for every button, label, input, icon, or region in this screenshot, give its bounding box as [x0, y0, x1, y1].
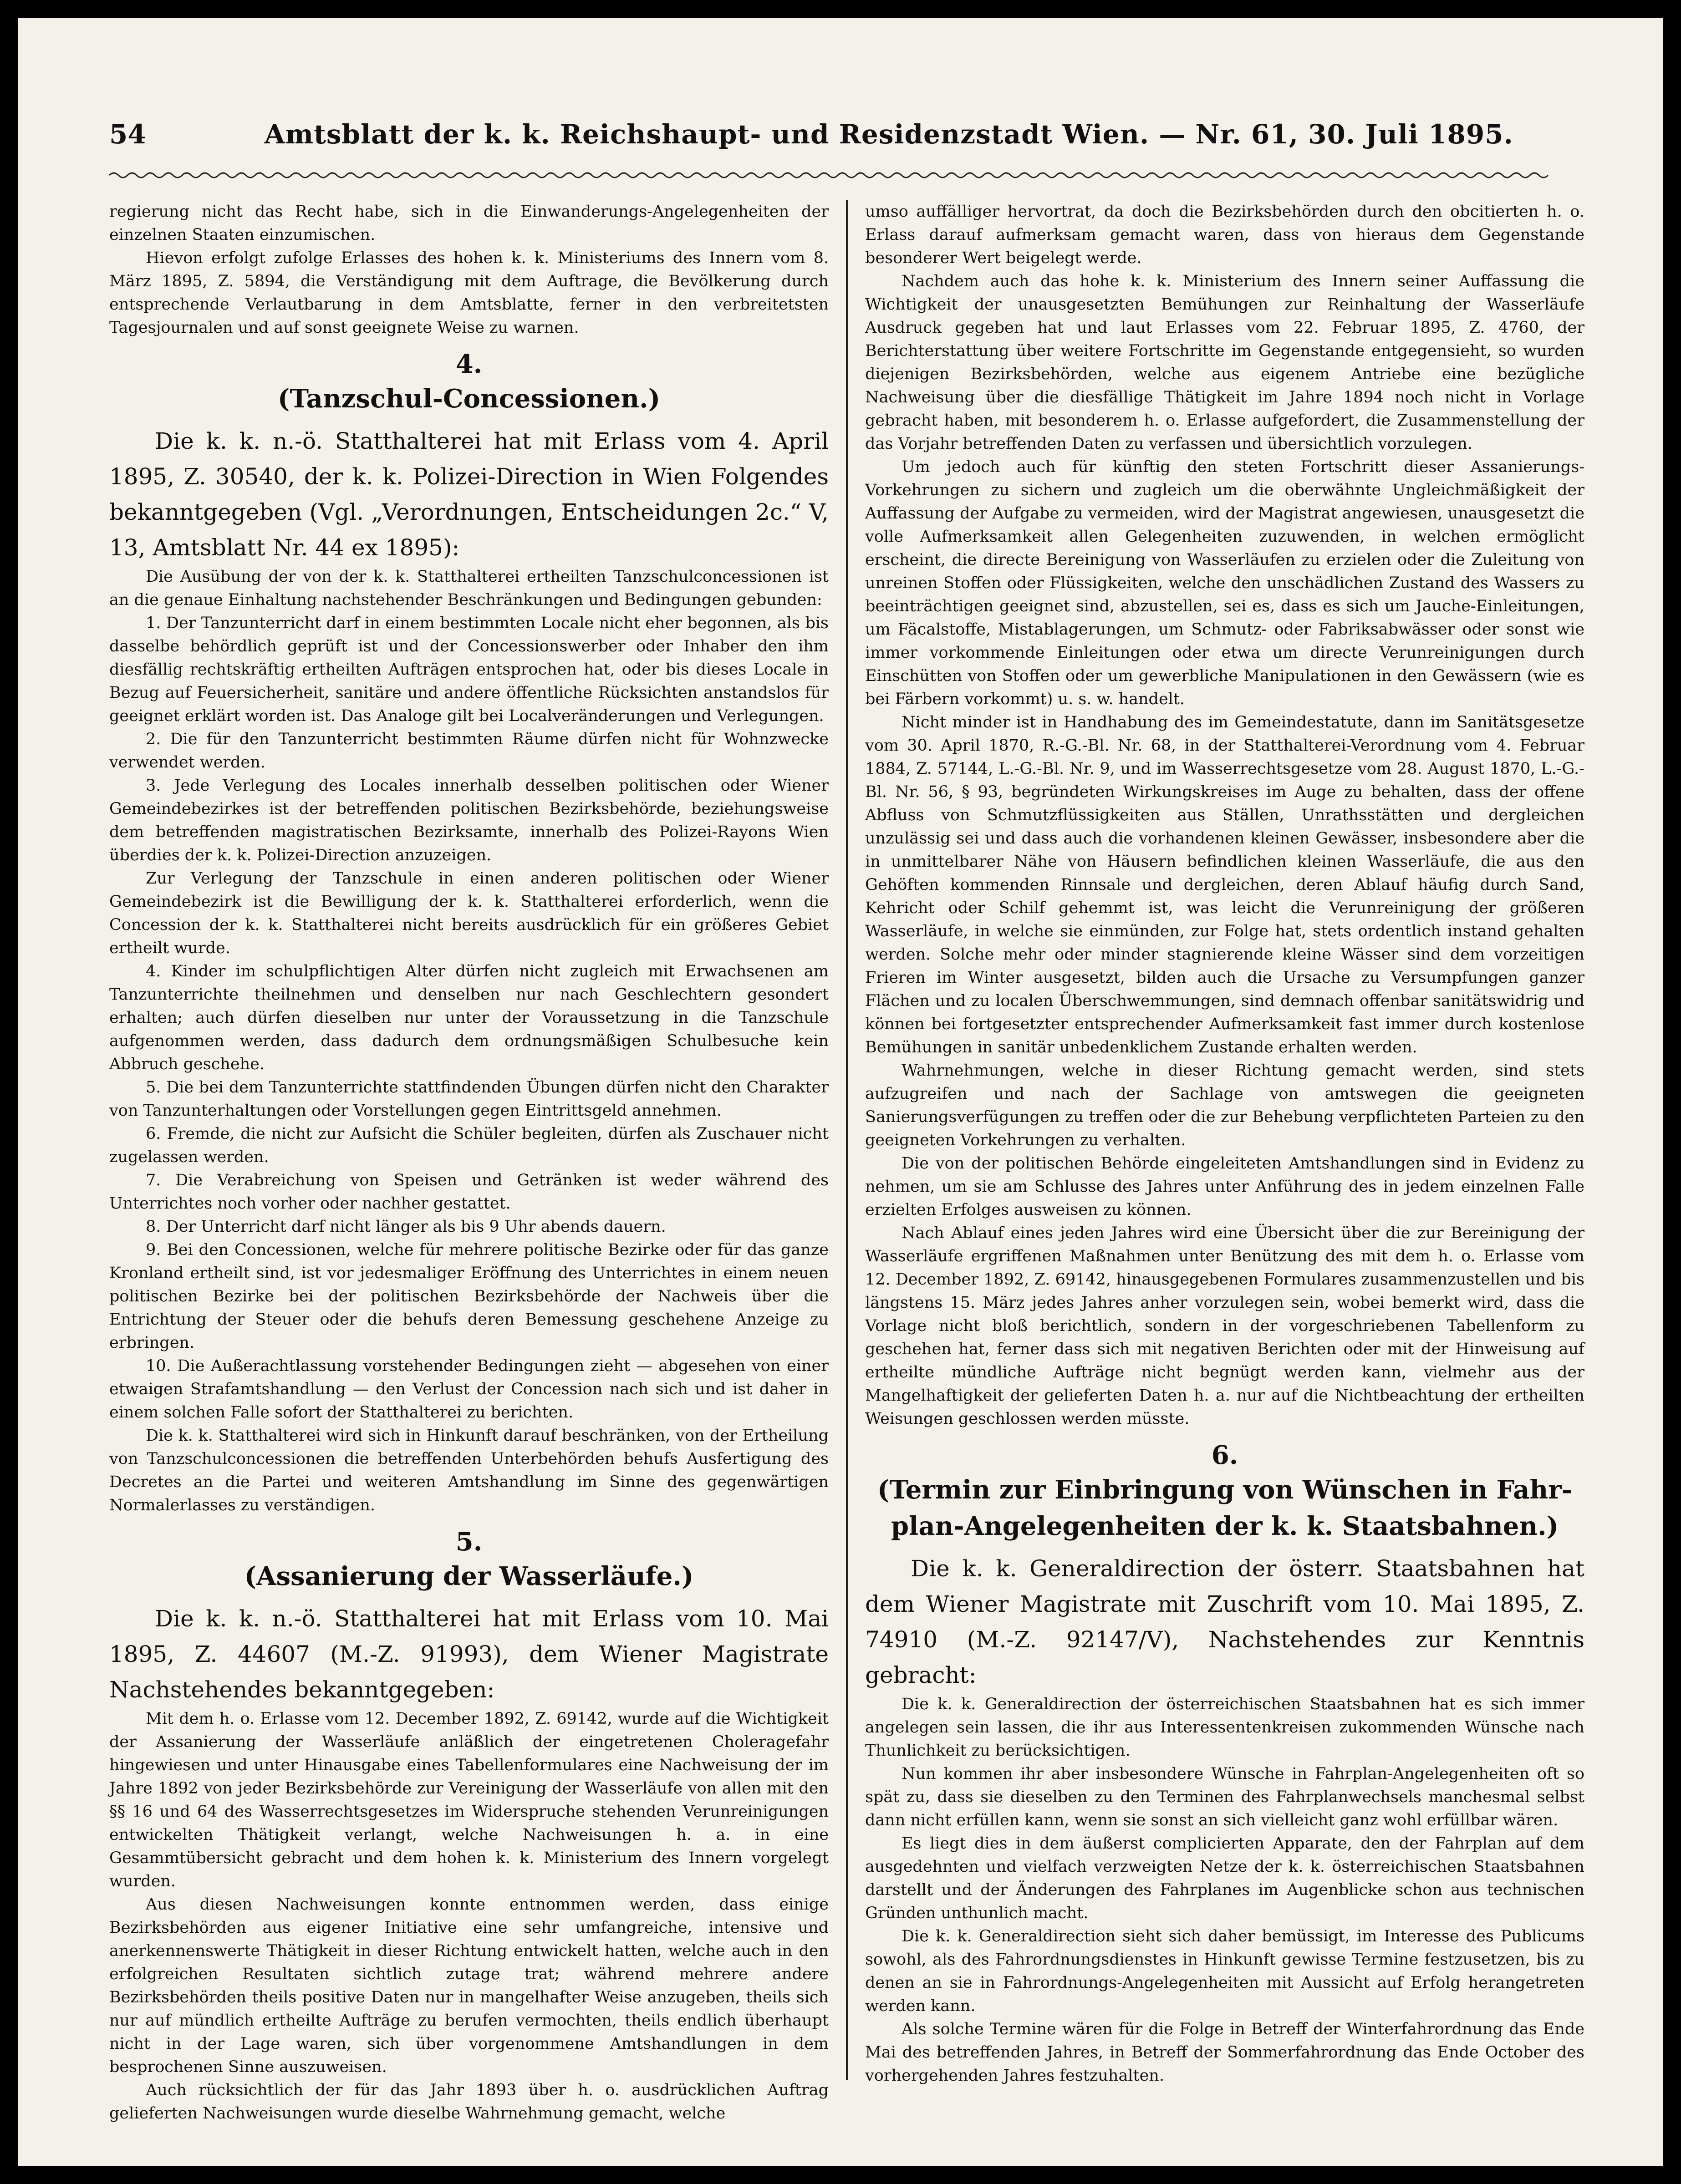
section-5-paragraph: umso auffälliger hervortrat, da doch die Bezirksbehörden durch den obcitierten h. o. Erlass darauf aufmerksam gemacht waren, dass von hieraus dem Gegenstande besonderer Wert beigelegt werde. [865, 203, 1584, 267]
section-5-paragraph: Nach Ablauf eines jeden Jahres wird eine Übersicht über die zur Bereinigung der Wasserläufe ergriffenen Maßnahmen unter Benützung des mit dem h. o. Erlasse vom 12. December 1892, Z. 69142, hinausgegebenen Formulares zusammenzustellen und bis längstens 15. März jedes Jahres anher vorzulegen sein, wobei bemerkt wird, dass die Vorlage nicht bloß berichtlich, sondern in der vorgeschriebenen Tabellenform zu geschehen hat, ferner dass sich mit negativen Berichten oder mit der Hinweisung auf ertheilte mündliche Aufträge nicht begnügt werden kann, vielmehr aus der Mangelhaftigkeit der gelieferten Daten h. a. nur auf die Nichtbeachtung der ertheilten Weisungen geschlossen werden müsste. [865, 1224, 1584, 1428]
section-4-number: 4. [455, 349, 483, 379]
section-4-title: (Tanzschul-Concessionen.) [277, 384, 661, 414]
section-4-item: 9. Bei den Concessionen, welche für mehrere politische Bezirke oder für das ganze Kronland ertheilt sind, ist vor jedesmaliger Eröffnung des Unterrichtes in einem neuen politischen Bezirke bei der politischen Bezirksbehörde der Nachweis über die Entrichtung der Steuer oder die behufs deren Bemessung geschehene Anzeige zu erbringen. [109, 1241, 829, 1352]
section-5-paragraph: Nachdem auch das hohe k. k. Ministerium des Innern seiner Auffassung die Wichtigkeit der unausgesetzten Bemühungen zur Reinhaltung der Wasserläufe Ausdruck gegeben hat und laut Erlasses vom 22. Februar 1895, Z. 4760, der Berichterstattung über weitere Fortschritte im Gegenstande entgegensieht, so wurden diejenigen Bezirksbehörden, welche aus eigenem Antriebe eine bezügliche Nachweisung über die diesfällige Thätigkeit im Jahre 1894 noch nicht in Vorlage gebracht haben, mit besonderem h. o. Erlasse aufgefordert, die Zusammenstellung der das Vorjahr betreffenden Daten zu verfassen und übersichtlich vorzulegen. [865, 272, 1584, 453]
section-4-item: Zur Verlegung der Tanzschule in einen anderen politischen oder Wiener Gemeindebezirk ist die Bewilligung der k. k. Statthalterei erforderlich, wenn die Concession der k. k. Statthalterei nicht bereits ausdrücklich für ein größeres Gebiet ertheilt wurde. [109, 869, 829, 957]
section-6-paragraph: Es liegt dies in dem äußerst complicierten Apparate, den der Fahrplan auf dem ausgedehnten und vielfach verzweigten Netze der k. k. österreichischen Staatsbahnen darstellt und der Änderungen des Fahrplanes im Augenblicke schon aus technischen Gründen unthunlich macht. [865, 1834, 1584, 1922]
section-6-paragraph: Die k. k. Generaldirection der österreichischen Staatsbahnen hat es sich immer angelegen sein lassen, die ihr aus Interessentenkreisen zukommenden Wünsche nach Thunlichkeit zu berücksichtigen. [865, 1695, 1584, 1760]
section-4-intro: Die k. k. n.-ö. Statthalterei hat mit Erlass vom 4. April 1895, Z. 30540, der k. k. Polizei-Direction in Wien Folgendes bekanntgegeben (Vgl. „Verordnungen, Entscheidungen 2c.“ V, 13, Amtsblatt Nr. 44 ex 1895): [109, 428, 829, 561]
section-4-item: 1. Der Tanzunterricht darf in einem bestimmten Locale nicht eher begonnen, als bis dasselbe behördlich geprüft ist und der Concessionswerber oder Inhaber den ihm diesfällig rechtskräftig ertheilten Aufträgen entsprochen hat, oder bis dieses Locale in Bezug auf Feuersicherheit, sanitäre und andere öffentliche Rücksichten anstandslos für geeignet erklärt worden ist. Das Analoge gilt bei Localveränderungen und Verlegungen. [109, 614, 829, 725]
section-4-lead: Die Ausübung der von der k. k. Statthalterei ertheilten Tanzschulconcessionen ist an die genaue Einhaltung nachstehender Beschränkungen und Bedingungen gebunden: [109, 568, 829, 609]
section-4-item: 5. Die bei dem Tanzunterrichte stattfindenden Übungen dürfen nicht den Charakter von Tanzunterhaltungen oder Vorstellungen gegen Eintrittsgeld annehmen. [109, 1078, 829, 1120]
section-4-item: 2. Die für den Tanzunterricht bestimmten Räume dürfen nicht für Wohnzwecke verwendet werden. [109, 730, 829, 772]
page-number: 54 [109, 119, 146, 150]
section-5-title: (Assanierung der Wasserläufe.) [244, 1561, 694, 1591]
section-5-paragraph: Auch rücksichtlich der für das Jahr 1893 über h. o. ausdrücklichen Auftrag gelieferten Nachweisungen wurde dieselbe Wahrnehmung gemacht, welche [109, 2081, 829, 2123]
section-4-item: Die k. k. Statthalterei wird sich in Hinkunft darauf beschränken, von der Ertheilung von Tanzschulconcessionen die betreffenden Unterbehörden behufs Ausfertigung des Decretes an die Partei und weiteren Amtshandlung im Sinne des gegenwärtigen Normalerlasses zu verständigen. [109, 1427, 829, 1514]
section-5-paragraph: Wahrnehmungen, welche in dieser Richtung gemacht werden, sind stets aufzugreifen und nach der Sachlage von amtswegen die geeigneten Sanierungsverfügungen zu treffen oder die zur Behebung verpflichteten Parteien zu den geeigneten Vorkehrungen zu verhalten. [865, 1062, 1584, 1149]
header-wavy-rule [109, 168, 1548, 182]
section-5-paragraph: Aus diesen Nachweisungen konnte entnommen werden, dass einige Bezirksbehörden aus eigener Initiative eine sehr umfangreiche, intensive und anerkennenswerte Thätigkeit in dieser Richtung entwickelt hatten, welche auch in den erfolgreichen Resultaten sichtlich zutage trat; während mehrere andere Bezirksbehörden theils positive Daten nur in mangelhafter Weise anzugeben, theils sich nur auf mündlich ertheilte Aufträge zu berufen vermochten, theils endlich überhaupt nicht in der Lage waren, sich über vorgenommene Amtshandlungen in dem besprochenen Sinne auszuweisen. [109, 1895, 829, 2076]
section-6-number: 6. [1211, 1440, 1238, 1470]
section-5-paragraph: Um jedoch auch für künftig den steten Fortschritt dieser Assanierungs-Vorkehrungen zu sichern und zugleich um die oberwähnte Ungleichmäßigkeit der Auffassung der Aufgabe zu vermeiden, wird der Magistrat angewiesen, unausgesetzt die volle Aufmerksamkeit allen Gelegenheiten zuzuwenden, in welchen ermöglicht erscheint, die directe Bereinigung von Wasserläufen zu erzielen oder die Zuleitung von unreinen Stoffen oder Flüssigkeiten, welche den unschädlichen Zustand des Wassers zu beeinträchtigen geeignet sind, abzustellen, sei es, dass es sich um Jauche-Einleitungen, um Fäcalstoffe, Mistablagerungen, um Schmutz- oder Fabriksabwässer oder sonst wie immer vorkommende Einleitungen oder etwa um directe Verunreinigungen durch Einschütten von Stoffen oder um gewerbliche Manipulationen in den Gewässern (wie es bei Färbern vorkommt) u. s. w. handelt. [865, 458, 1584, 708]
section-4-item: 4. Kinder im schulpflichtigen Alter dürfen nicht zugleich mit Erwachsenen am Tanzunterrichte theilnehmen und denselben nur nach Geschlechtern gesondert erhalten; auch dürfen dieselben nur unter der Voraussetzung in die Tanzschule aufgenommen werden, dass dadurch dem ordnungsmäßigen Schulbesuche kein Abbruch geschehe. [109, 962, 829, 1073]
paragraph: regierung nicht das Recht habe, sich in die Einwanderungs-Angelegenheiten der einzelnen Staaten einzumischen. [109, 203, 829, 244]
column-divider [846, 200, 848, 2080]
section-4-item: 10. Die Außerachtlassung vorstehender Bedingungen zieht — abgesehen von einer etwaigen Strafamtshandlung — den Verlust der Concession nach sich und ist daher in einem solchen Falle sofort der Statthalterei zu berichten. [109, 1357, 829, 1422]
section-5-number: 5. [455, 1527, 483, 1557]
section-6-title-line: (Termin zur Einbringung von Wünschen in Fahr- [877, 1475, 1572, 1505]
section-6-title-line: plan-Angelegenheiten der k. k. Staatsbahnen.) [891, 1511, 1559, 1541]
running-head [109, 109, 1512, 159]
section-4-item: 7. Die Verabreichung von Speisen und Getränken ist weder während des Unterrichtes noch vorher oder nachher gestattet. [109, 1171, 829, 1213]
section-5-paragraph: Die von der politischen Behörde eingeleiteten Amtshandlungen sind in Evidenz zu nehmen, um sie am Schlusse des Jahres unter Anführung des in jedem einzelnen Falle erzielten Erfolges ausweisen zu können. [865, 1154, 1584, 1219]
section-4-item: 6. Fremde, die nicht zur Aufsicht die Schüler begleiten, dürfen als Zuschauer nicht zugelassen werden. [109, 1125, 829, 1166]
running-title: Amtsblatt der k. k. Reichshaupt- und Residenzstadt Wien. — Nr. 61, 30. Juli 1895. [264, 119, 1513, 150]
section-5-paragraph: Mit dem h. o. Erlasse vom 12. December 1892, Z. 69142, wurde auf die Wichtigkeit der Assanierung der Wasserläufe anläßlich der eingetretenen Choleragefahr hingewiesen und unter Hinausgabe eines Tabellenformulares eine Nachweisung der im Jahre 1892 von jeder Bezirksbehörde zur Vereinigung der Wasserläufe von allen mit den §§ 16 und 64 des Wasserrechtsgesetzes im Widerspruche stehenden Verunreinigungen entwickelten Thätigkeit verlangt, welche Nachweisungen h. a. in eine Gesammtübersicht gebracht und dem hohen k. k. Ministerium des Innern vorgelegt wurden. [109, 1710, 829, 1890]
section-5-intro: Die k. k. n.-ö. Statthalterei hat mit Erlass vom 10. Mai 1895, Z. 44607 (M.-Z. 91993), dem Wiener Magistrate Nachstehendes bekanntgegeben: [109, 1605, 829, 1703]
section-6-intro: Die k. k. Generaldirection der österr. Staatsbahnen hat dem Wiener Magistrate mit Zuschrift vom 10. Mai 1895, Z. 74910 (M.-Z. 92147/V), Nachstehendes zur Kenntnis gebracht: [865, 1555, 1584, 1688]
right-column [865, 200, 1584, 2108]
paragraph: Hievon erfolgt zufolge Erlasses des hohen k. k. Ministeriums des Innern vom 8. März 1895, Z. 5894, die Verständigung mit dem Auftrage, die Bevölkerung durch entsprechende Verlautbarung in dem Amtsblatte, ferner in den verbreitetsten Tagesjournalen und auf sonst geeignete Weise zu warnen. [109, 249, 829, 337]
section-6-paragraph: Als solche Termine wären für die Folge in Betreff der Winterfahrordnung das Ende Mai des betreffenden Jahres, in Betreff der Sommerfahrordnung das Ende October des vorhergehenden Jahres festzuhalten. [865, 2020, 1584, 2085]
section-4-item: 3. Jede Verlegung des Locales innerhalb desselben politischen oder Wiener Gemeindebezirkes ist der betreffenden politischen Bezirksbehörde, beziehungsweise dem betreffenden magistratischen Bezirksamte, innerhalb des Polizei-Rayons Wien überdies der k. k. Polizei-Direction anzuzeigen. [109, 777, 829, 864]
section-6-paragraph: Die k. k. Generaldirection sieht sich daher bemüssigt, im Interesse des Publicums sowohl, als des Fahrordnungsdienstes in Hinkunft gewisse Termine festzusetzen, bis zu denen an sie in Fahrordnungs-Angelegenheiten mit Aussicht auf Erfolg herangetreten werden kann. [865, 1927, 1584, 2015]
section-5-paragraph: Nicht minder ist in Handhabung des im Gemeindestatute, dann im Sanitätsgesetze vom 30. April 1870, R.-G.-Bl. Nr. 68, in der Statthalterei-Verordnung vom 4. Februar 1884, Z. 57144, L.-G.-Bl. Nr. 9, und im Wasserrechtsgesetze vom 28. August 1870, L.-G.-Bl. Nr. 56, § 93, begründeten Wirkungskreises im Auge zu behalten, dass der offene Abfluss von Schmutzflüssigkeiten aus Ställen, Unrathsstätten und dergleichen unzulässig sei und dass auch die vorhandenen kleinen Gewässer, insbesondere aber die in unmittelbarer Nähe von Häusern befindlichen kleinen Wasserläufe, die aus den Gehöften kommenden Rinnsale und dergleichen, deren Ablauf häufig durch Sand, Kehricht oder Schilf gehemmt ist, was leicht die Verunreinigung der größeren Wasserläufe, in welche sie einmünden, zur Folge hat, stets ordentlich instand gehalten werden. Solche mehr oder minder stagnierende kleine Wässer sind dem vorzeitigen Frieren im Winter ausgesetzt, bilden auch die Ursache zu Versumpfungen ganzer Flächen und zu localen Überschwemmungen, sind demnach offenbar sanitätswidrig und können bei fortgesetzter entsprechender Aufmerksamkeit fast immer durch kostenlose Bemühungen in sanitär unbedenklichem Zustande erhalten werden. [865, 713, 1584, 1056]
section-6-title [865, 1472, 1584, 1544]
section-4-item: 8. Der Unterricht darf nicht länger als bis 9 Uhr abends dauern. [146, 1218, 666, 1236]
left-column [109, 200, 829, 2123]
section-6-paragraph: Nun kommen ihr aber insbesondere Wünsche in Fahrplan-Angelegenheiten oft so spät zu, dass sie dieselben zu den Terminen des Fahrplanwechsels manchesmal selbst dann nicht erfüllen kann, wenn sie sonst an sich vielleicht ganz wohl erfüllbar wären. [865, 1765, 1584, 1829]
